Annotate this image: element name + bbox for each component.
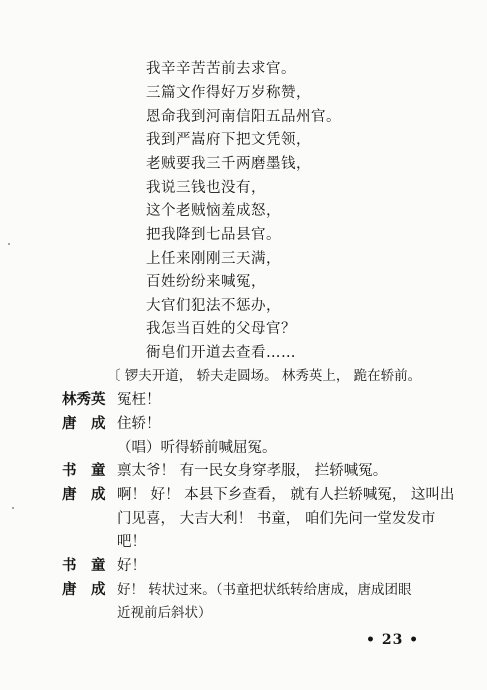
speaker-label: 唐 成 [62,486,106,503]
verse-line: 把我降到七品县官。 [146,227,281,243]
verse-line: 百姓纷纷来喊冤， [146,274,266,290]
verse-line: 大官们犯法不惩办， [146,298,281,314]
speaker-label: 唐 成 [62,415,106,432]
speaker-label: 唐 成 [62,581,106,598]
scan-speck [12,507,14,509]
dialogue-text: 好！ [117,558,146,574]
speaker-label: 书 童 [62,557,106,574]
scan-speck [8,243,10,245]
verse-line: 我到严嵩府下把文凭领， [146,132,311,148]
verse-line: 我辛辛苦苦前去求官。 [146,61,296,77]
dialogue-text: 近视前后斜状） [117,605,212,621]
dialogue-text: 吧！ [117,534,146,550]
verse-line: 衙皂们开道去查看…… [146,345,296,361]
dialogue-text: 啊！ 好！ 本县下乡查看， 就有人拦轿喊冤， 这叫出 [117,487,455,503]
verse-line: 三篇文作得好万岁称赞， [146,85,311,101]
dialogue-text: 门见喜， 大吉大利！ 书童， 咱们先问一堂发发市 [117,511,436,527]
verse-line: 老贼要我三千两磨墨钱， [146,156,311,172]
page-number: • 23 • [366,632,420,648]
speaker-label: 林秀英 [62,391,106,408]
speaker-label: 书 童 [62,462,106,479]
dialogue-text: 好！ 转状过来。（书童把状纸转给唐成，唐成团眼 [117,582,412,598]
verse-line: 这个老贼恼羞成怒， [146,203,281,219]
verse-line: 我怎当百姓的父母官？ [146,321,296,337]
dialogue-text: （唱）听得轿前喊屈冤。 [117,440,277,456]
dialogue-text: 冤枉！ [117,392,161,408]
verse-line: 上任来刚刚三天满， [146,251,281,267]
verse-line: 我说三钱也没有， [146,180,266,196]
dialogue-text: 禀太爷！ 有一民女身穿孝服， 拦轿喊冤。 [117,463,388,479]
dialogue-text: 住轿！ [117,416,161,432]
verse-line: 恩命我到河南信阳五品州官。 [146,109,341,125]
stage-direction: 〔 锣夫开道， 轿夫走圆场。 林秀英上， 跪在轿前。 [107,368,422,384]
